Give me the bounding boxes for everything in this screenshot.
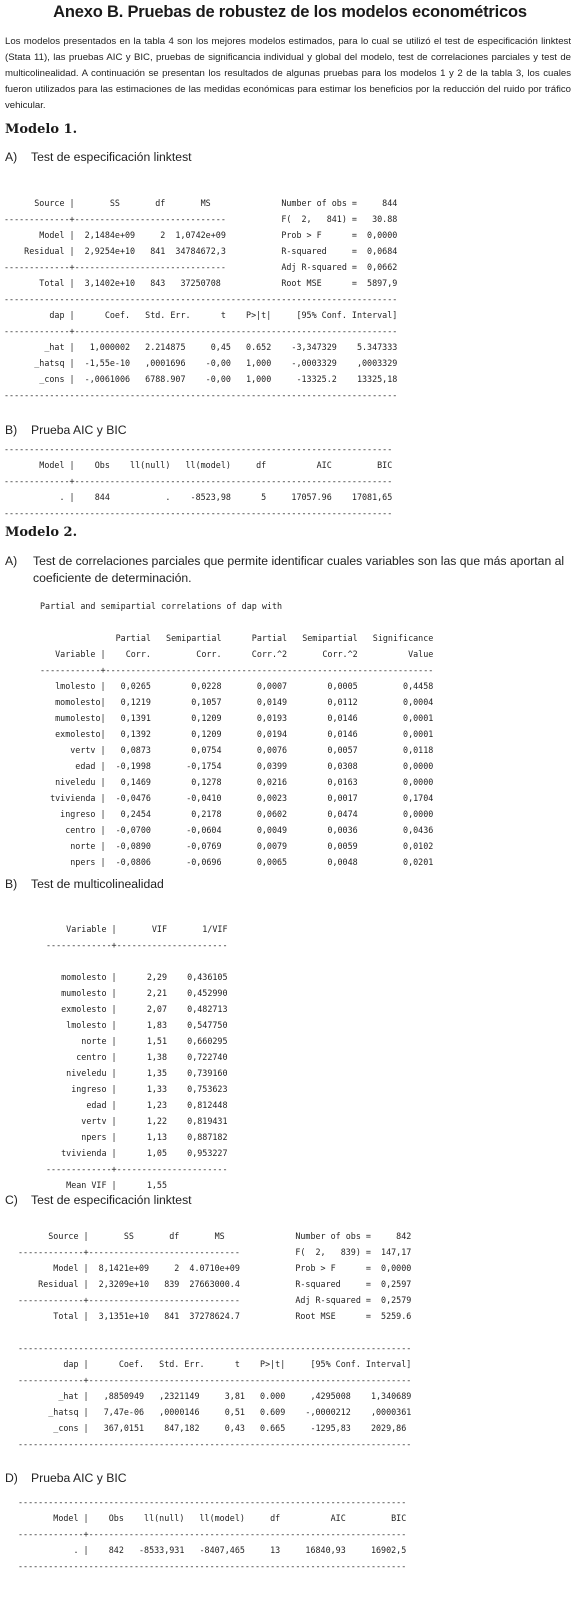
output-line: dap | Coef. Std. Err. t P>|t| [95% Conf. Interval] — [18, 1359, 412, 1369]
intro-text: Los modelos presentados en la tabla 4 son los mejores modelos estimados, para lo cual se utilizó el test de especificación linktest (Stata 11), las pruebas AIC y BIC, pruebas de significancia individual y global del modelo, test de correlaciones parciales y test de multicolinealidad. A continuación se presentan los resultados de algunas pruebas para los modelos 1 y 2 de la tabla 3, los cuales fueron utilizados para las estimaciones de las medidas económicas para estimar los beneficios por la reducción del ruido por tráfico vehicular. — [5, 36, 571, 111]
output-line: ------------------------------------------------------------------------------ — [18, 1439, 412, 1449]
section-title: Test de especificación linktest — [31, 1193, 192, 1207]
modelo2-section-b — [5, 877, 164, 891]
output-line: Total | 3,1402e+10 843 37250708 Root MSE = 5897,9 — [4, 278, 398, 288]
output-line: ----------------------------------------------------------------------------- — [4, 444, 393, 454]
output-line: -------------+---------------------------------------------------------------- — [18, 1375, 412, 1385]
output-line: norte | 1,51 0,660295 — [46, 1036, 228, 1046]
output-line: vertv | 1,22 0,819431 — [46, 1116, 228, 1126]
output-line: ------------------------------------------------------------------------------ — [4, 390, 398, 400]
output-line: centro | 1,38 0,722740 — [46, 1052, 228, 1062]
output-line: -------------+------------------------------ F( 2, 839) = 147,17 — [18, 1247, 412, 1257]
output-line: . | 844 . -8523,98 5 17057.96 17081,65 — [4, 492, 393, 502]
modelo2-linktest-table — [18, 1228, 411, 1452]
output-line: ----------------------------------------------------------------------------- — [4, 508, 393, 518]
partial-correlations-table — [40, 598, 433, 870]
output-line: -------------+------------------------------ F( 2, 841) = 30.88 — [4, 214, 398, 224]
output-line: Partial Semipartial Partial Semipartial Significance — [40, 633, 434, 643]
output-line: tvivienda | 1,05 0,953227 — [46, 1148, 228, 1158]
section-letter: A) — [5, 554, 18, 568]
output-line: -------------+--------------------------------------------------------------- — [18, 1529, 407, 1539]
output-line: lmolesto | 0,0265 0,0228 0,0007 0,0005 0,4458 — [40, 681, 434, 691]
output-line: Mean VIF | 1,55 — [46, 1180, 168, 1190]
output-line: ------------+----------------------------------------------------------------- — [40, 665, 434, 675]
output-line: niveledu | 1,35 0,739160 — [46, 1068, 228, 1078]
output-line: -------------+------------------------------ Adj R-squared = 0,2579 — [18, 1295, 412, 1305]
output-line: Source | SS df MS Number of obs = 844 — [4, 198, 398, 208]
output-line: ------------------------------------------------------------------------------ — [4, 294, 398, 304]
output-line: _hatsq | 7,47e-06 ,0000146 0,51 0.609 -,0000212 ,0000361 — [18, 1407, 412, 1417]
modelo1-heading: Modelo 1. — [5, 122, 78, 137]
section-letter: B) — [5, 423, 18, 437]
output-line: Model | Obs ll(null) ll(model) df AIC BIC — [18, 1513, 407, 1523]
output-line: ingreso | 1,33 0,753623 — [46, 1084, 228, 1094]
output-line: Source | SS df MS Number of obs = 842 — [18, 1231, 412, 1241]
output-line: ------------------------------------------------------------------------------ — [18, 1343, 412, 1353]
output-line: lmolesto | 1,83 0,547750 — [46, 1020, 228, 1030]
output-line: edad | -0,1998 -0,1754 0,0399 0,0308 0,0000 — [40, 761, 434, 771]
modelo1-linktest-table — [4, 195, 397, 403]
output-line: -------------+---------------------------------------------------------------- — [4, 326, 398, 336]
output-line: mumolesto| 0,1391 0,1209 0,0193 0,0146 0,0001 — [40, 713, 434, 723]
output-line: momolesto | 2,29 0,436105 — [46, 972, 228, 982]
output-line: ingreso | 0,2454 0,2178 0,0602 0,0474 0,0000 — [40, 809, 434, 819]
output-line: momolesto| 0,1219 0,1057 0,0149 0,0112 0,0004 — [40, 697, 434, 707]
output-line: niveledu | 0,1469 0,1278 0,0216 0,0163 0,0000 — [40, 777, 434, 787]
section-letter: B) — [5, 877, 18, 891]
output-line: . | 842 -8533,931 -8407,465 13 16840,93 16902,5 — [18, 1545, 407, 1555]
modelo2-section-c — [5, 1193, 192, 1207]
output-line: npers | -0,0806 -0,0696 0,0065 0,0048 0,0201 — [40, 857, 434, 867]
output-line: Variable | VIF 1/VIF — [46, 924, 228, 934]
section-title: Test de multicolinealidad — [31, 877, 164, 891]
output-line: npers | 1,13 0,887182 — [46, 1132, 228, 1142]
section-title: Prueba AIC y BIC — [31, 423, 127, 437]
output-line: -------------+--------------------------------------------------------------- — [4, 476, 393, 486]
output-line: ----------------------------------------------------------------------------- — [18, 1497, 407, 1507]
output-line: exmolesto| 0,1392 0,1209 0,0194 0,0146 0,0001 — [40, 729, 434, 739]
section-letter: A) — [5, 150, 18, 164]
intro-paragraph — [5, 34, 571, 114]
output-line: edad | 1,23 0,812448 — [46, 1100, 228, 1110]
page-title: Anexo B. Pruebas de robustez de los modelos econométricos — [53, 3, 527, 21]
output-line: norte | -0,0890 -0,0769 0,0079 0,0059 0,0102 — [40, 841, 434, 851]
output-line: _hat | 1,000002 2.214875 0,45 0.652 -3,347329 5.347333 — [4, 342, 398, 352]
section-title: Test de especificación linktest — [31, 150, 192, 164]
output-line: _cons | 367,0151 847,182 0,43 0.665 -1295,83 2029,86 — [18, 1423, 407, 1433]
modelo1-section-a — [5, 150, 192, 164]
modelo2-section-d — [5, 1471, 127, 1485]
modelo2-heading: Modelo 2. — [5, 525, 78, 540]
output-line: Model | 2,1484e+09 2 1,0742e+09 Prob > F = 0,0000 — [4, 230, 398, 240]
section-letter: D) — [5, 1471, 18, 1485]
output-line: ----------------------------------------------------------------------------- — [18, 1561, 407, 1571]
multicollinearity-vif-table — [46, 921, 228, 1193]
output-line: mumolesto | 2,21 0,452990 — [46, 988, 228, 998]
output-line: _cons | -,0061006 6788.907 -0,00 1,000 -13325.2 13325,18 — [4, 374, 398, 384]
output-line: dap | Coef. Std. Err. t P>|t| [95% Conf. Interval] — [4, 310, 398, 320]
output-line: _hatsq | -1,55e-10 ,0001696 -0,00 1,000 -,0003329 ,0003329 — [4, 358, 398, 368]
modelo2-section-a — [5, 553, 571, 587]
output-line: Partial and semipartial correlations of dap with — [40, 601, 283, 611]
output-line: Residual | 2,3209e+10 839 27663000.4 R-squared = 0,2597 — [18, 1279, 412, 1289]
output-line: Variable | Corr. Corr. Corr.^2 Corr.^2 Value — [40, 649, 434, 659]
output-line: -------------+------------------------------ Adj R-squared = 0,0662 — [4, 262, 398, 272]
output-line — [46, 953, 228, 969]
output-line: -------------+---------------------- — [46, 1164, 228, 1174]
output-line: Model | 8,1421e+09 2 4.0710e+09 Prob > F = 0,0000 — [18, 1263, 412, 1273]
section-title: Test de correlaciones parciales que permite identificar cuales variables son las que más aportan al coeficiente de determinación. — [33, 554, 565, 585]
section-letter: C) — [5, 1193, 18, 1207]
modelo2-aic-bic-table — [18, 1494, 406, 1574]
output-line: _hat | ,8850949 ,2321149 3,81 0.000 ,4295008 1,340689 — [18, 1391, 412, 1401]
output-line: vertv | 0,0873 0,0754 0,0076 0,0057 0,0118 — [40, 745, 434, 755]
output-line: Residual | 2,9254e+10 841 34784672,3 R-squared = 0,0684 — [4, 246, 398, 256]
modelo1-aic-bic-table — [4, 441, 392, 521]
output-line: exmolesto | 2,07 0,482713 — [46, 1004, 228, 1014]
output-line: Model | Obs ll(null) ll(model) df AIC BIC — [4, 460, 393, 470]
section-title: Prueba AIC y BIC — [31, 1471, 127, 1485]
modelo1-section-b — [5, 423, 127, 437]
output-line — [18, 1324, 411, 1340]
output-line: tvivienda | -0,0476 -0,0410 0,0023 0,0017 0,1704 — [40, 793, 434, 803]
output-line: -------------+---------------------- — [46, 940, 228, 950]
output-line: centro | -0,0700 -0,0604 0,0049 0,0036 0,0436 — [40, 825, 434, 835]
output-line: Total | 3,1351e+10 841 37278624.7 Root MSE = 5259.6 — [18, 1311, 412, 1321]
output-line — [40, 614, 433, 630]
